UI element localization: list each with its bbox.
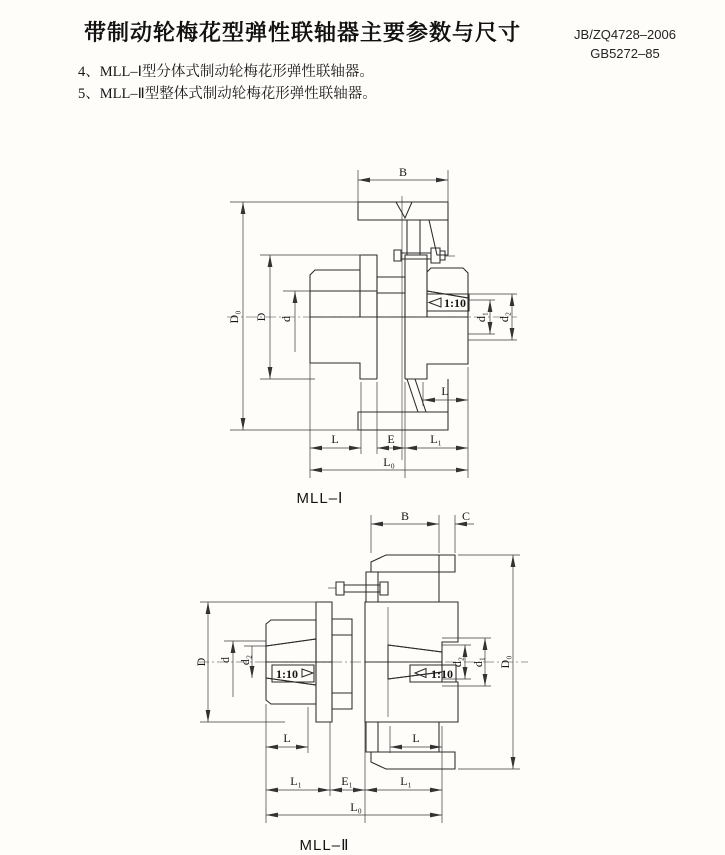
elastomer-element [377, 277, 405, 317]
left-hub-section [266, 602, 332, 662]
dim-label-L0: L₀ [383, 455, 395, 469]
dim-label-D: D [254, 312, 268, 322]
brake-wheel-rim [358, 202, 448, 255]
dim-label-L1: L₁ [430, 432, 442, 446]
dim-label-E1: E₁ [341, 774, 353, 788]
note-item-4: 4、MLL–Ⅰ型分体式制动轮梅花形弹性联轴器。 [78, 64, 374, 80]
taper-label: 1:10 [444, 296, 466, 310]
dim-label-L-left: L [283, 731, 291, 745]
taper-callout-left [272, 665, 314, 682]
elastomer-element [332, 619, 352, 709]
note-item-5: 5、MLL–Ⅱ型整体式制动轮梅花形弹性联轴器。 [78, 86, 377, 102]
dim-label-d1: d₁ [471, 656, 485, 668]
dim-label-L: L [331, 432, 339, 446]
taper-label-right: 1:10 [431, 667, 453, 681]
dim-label-D: D [194, 657, 208, 667]
bolt [328, 582, 388, 595]
figure1-caption: MLL–Ⅰ [296, 490, 344, 507]
figure-mll2-drawing [190, 505, 535, 837]
dim-label-d: d [218, 657, 232, 663]
dim-label-B: B [398, 165, 408, 179]
dim-label-d2: d₂ [497, 311, 511, 323]
dimensions-mll1 [227, 165, 517, 478]
figure2-caption: MLL–Ⅱ [299, 837, 350, 854]
taper-arrow-left-icon [415, 669, 426, 678]
dim-label-d1: d₁ [474, 311, 488, 323]
standard-gb: GB5272–85 [590, 46, 660, 61]
dim-label-d2-right: d₂ [450, 656, 464, 668]
taper-callout [427, 294, 469, 311]
lower-outline [310, 317, 468, 430]
brake-wheel-web [366, 572, 378, 602]
right-hub-section [365, 602, 458, 662]
dim-label-D0: D₀ [227, 310, 241, 324]
dim-label-d: d [279, 316, 293, 322]
notes-list [78, 61, 638, 105]
dim-label-E: E [387, 432, 395, 446]
brake-wheel-web [407, 220, 420, 255]
dim-label-B: B [400, 509, 410, 523]
standard-jb: JB/ZQ4728–2006 [574, 27, 676, 42]
dim-label-d2-left: d₂ [238, 654, 252, 666]
taper-arrow-icon [429, 298, 441, 307]
left-hub-section [310, 255, 377, 317]
page-title: 带制动轮梅花型弹性联轴器主要参数与尺寸 [84, 20, 522, 45]
dim-label-C: C [461, 509, 471, 523]
figure-mll1-drawing [215, 160, 525, 492]
dimensions-mll2 [194, 509, 520, 823]
dim-label-D0: D₀ [498, 655, 512, 669]
dim-label-L1-right: L₁ [400, 774, 412, 788]
brake-wheel-rim [371, 555, 455, 572]
dim-label-L0: L₀ [350, 800, 362, 814]
taper-arrow-right-icon [302, 669, 313, 677]
dim-label-L-hub: L [441, 384, 449, 398]
coupling-section-mll1 [227, 196, 517, 460]
dim-label-L1-left: L₁ [290, 774, 302, 788]
standard-numbers [560, 25, 690, 63]
dim-label-L-right: L [412, 731, 420, 745]
taper-label-left: 1:10 [276, 667, 298, 681]
